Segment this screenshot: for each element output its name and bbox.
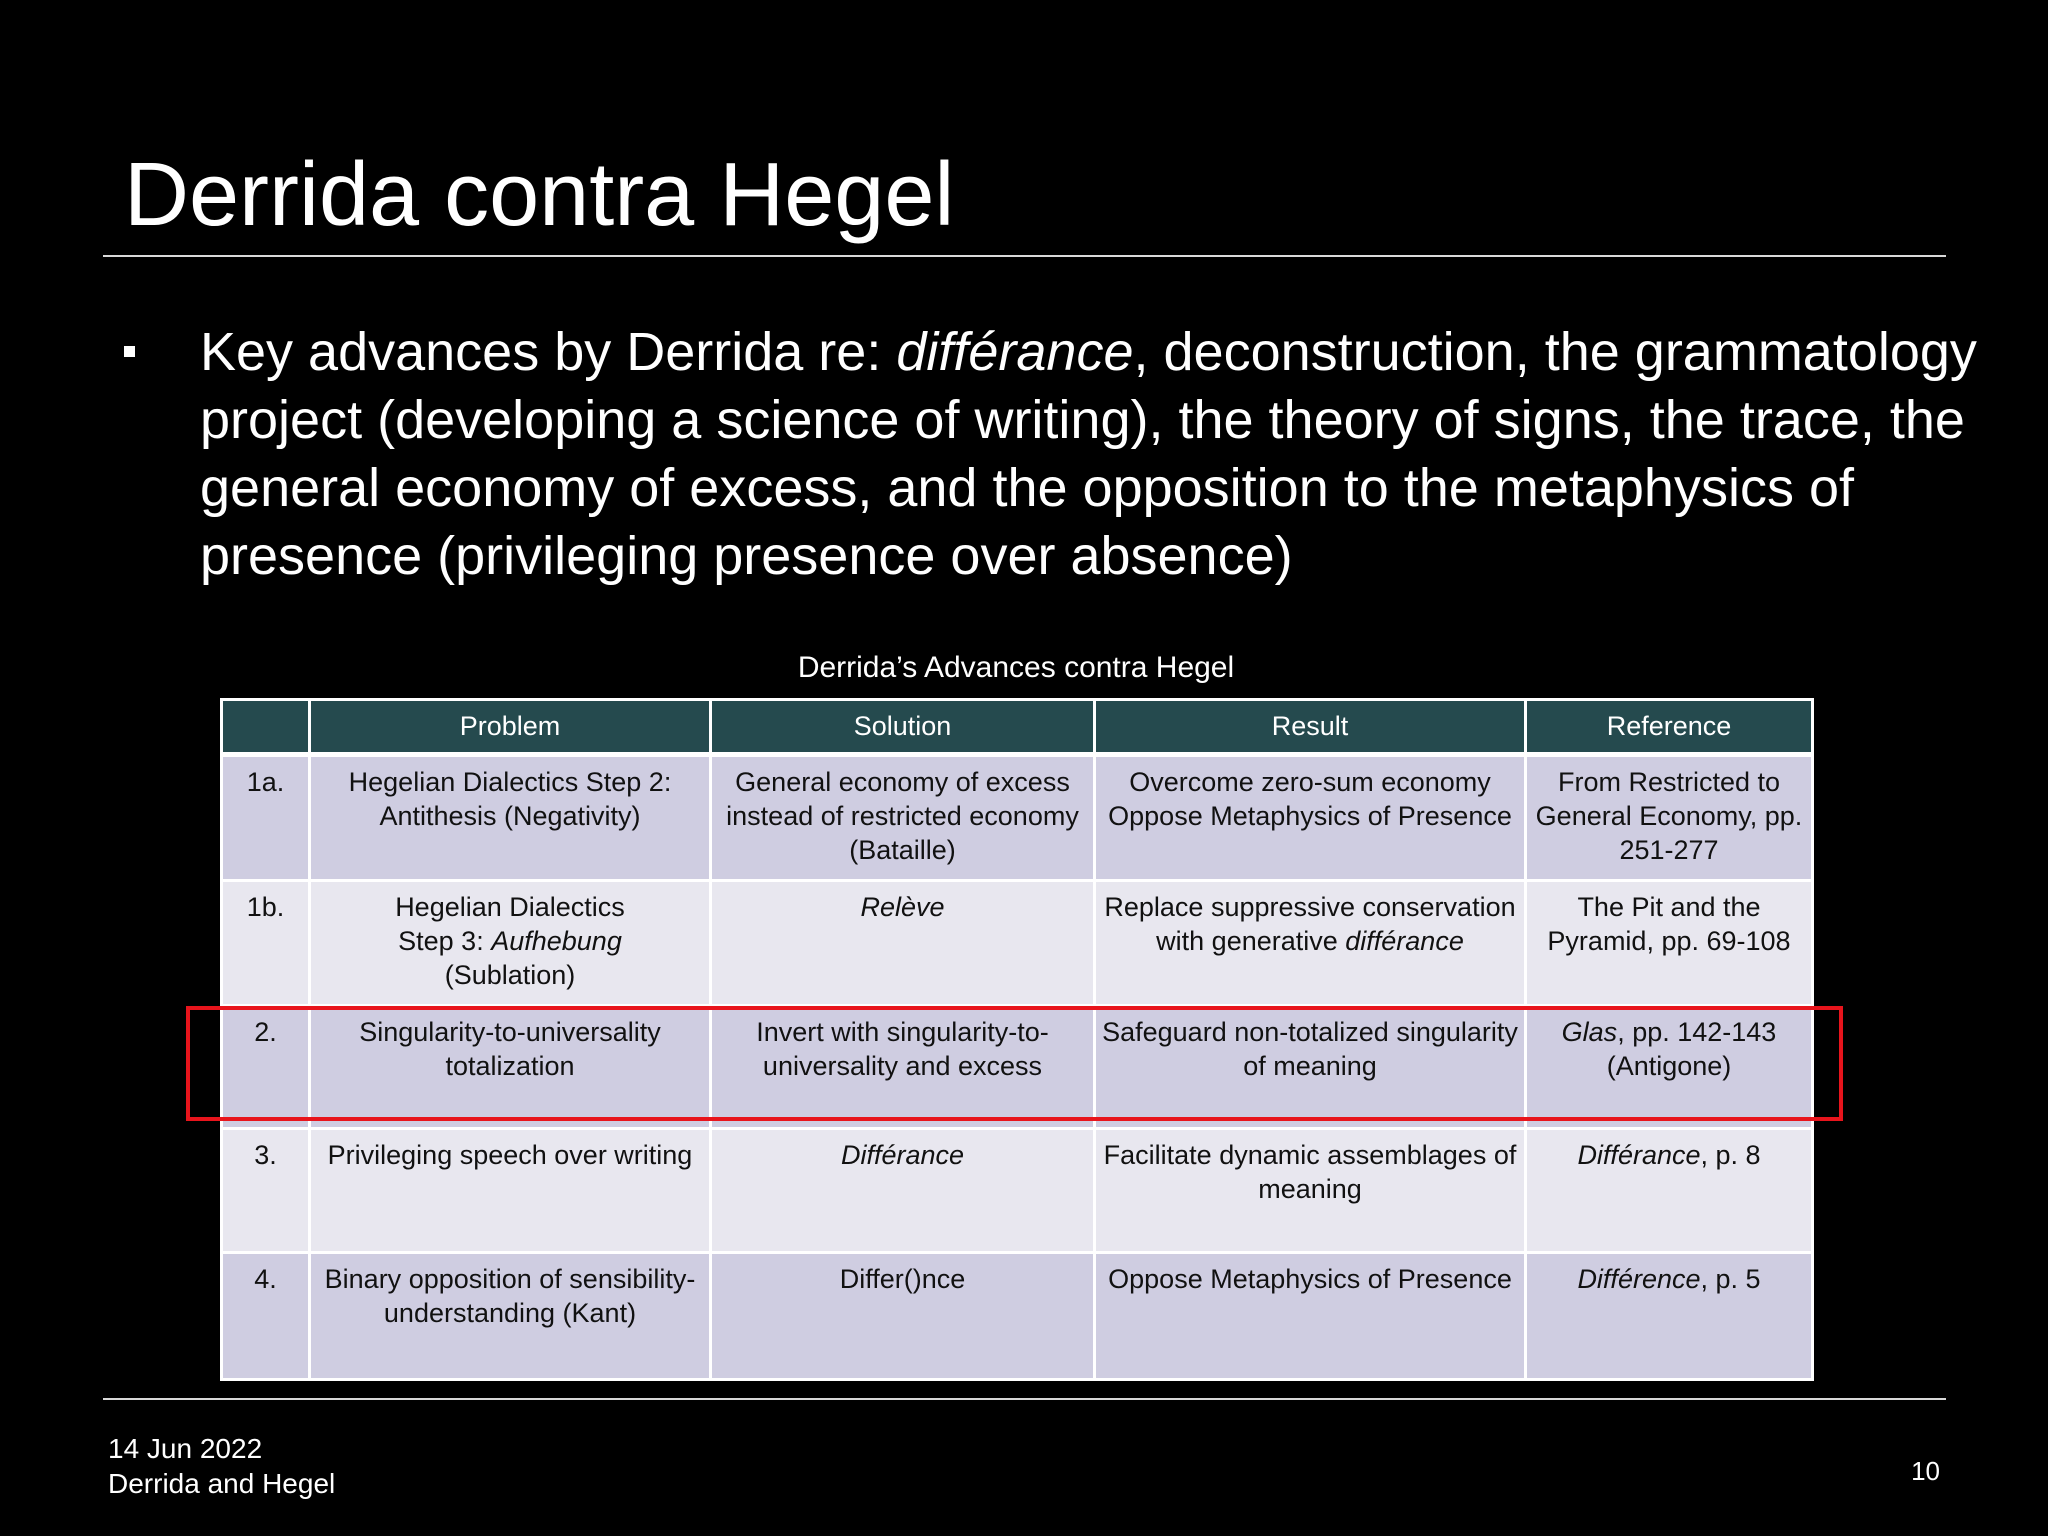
footer-divider bbox=[103, 1398, 1946, 1400]
row-number: 4. bbox=[222, 1253, 310, 1380]
bullet-text bbox=[200, 318, 2040, 590]
table-header-row bbox=[222, 700, 1813, 755]
cell-reference bbox=[1526, 1253, 1813, 1380]
header-solution: Solution bbox=[711, 700, 1095, 755]
row-number: 3. bbox=[222, 1129, 310, 1253]
cell-solution: General economy of excess instead of restricted economy (Bataille) bbox=[711, 755, 1095, 881]
bullet-text-italic: différance bbox=[896, 322, 1134, 382]
title-divider bbox=[103, 255, 1946, 257]
reference-post: , p. 5 bbox=[1700, 1264, 1761, 1294]
bullet-text-pre: Key advances by Derrida re: bbox=[200, 322, 897, 382]
problem-line-1: Hegelian Dialectics bbox=[395, 892, 625, 922]
cell-problem: Privileging speech over writing bbox=[310, 1129, 711, 1253]
cell-result: Overcome zero-sum economy Oppose Metaphysics of Presence bbox=[1095, 755, 1526, 881]
slide-title: Derrida contra Hegel bbox=[124, 145, 955, 245]
bullet-square-icon bbox=[124, 346, 135, 357]
header-num bbox=[222, 700, 310, 755]
cell-problem: Hegelian Dialectics Step 2: Antithesis (Negativity) bbox=[310, 755, 711, 881]
page-number: 10 bbox=[1911, 1456, 1940, 1486]
table-row bbox=[222, 1129, 1813, 1253]
table-row bbox=[222, 755, 1813, 881]
reference-italic: Différance bbox=[1577, 1140, 1701, 1170]
cell-solution: Differ()nce bbox=[711, 1253, 1095, 1380]
row-number: 2. bbox=[222, 1006, 310, 1129]
result-italic: différance bbox=[1345, 926, 1464, 956]
cell-problem bbox=[310, 881, 711, 1006]
footer-presentation-name: Derrida and Hegel bbox=[108, 1468, 336, 1499]
cell-solution bbox=[711, 881, 1095, 1006]
row-number: 1a. bbox=[222, 755, 310, 881]
table-row bbox=[222, 881, 1813, 1006]
reference-italic: Différence bbox=[1577, 1264, 1701, 1294]
table-caption: Derrida’s Advances contra Hegel bbox=[797, 651, 1235, 684]
bullet-text-post: , deconstruction, the grammatology project (developing a science of writing), the theory of signs, the trace, the general economy of excess, and the opposition to the metaphysics of presence (privileging presence over absence) bbox=[200, 322, 1977, 586]
problem-line-3: (Sublation) bbox=[444, 960, 576, 990]
cell-reference bbox=[1526, 1129, 1813, 1253]
header-problem: Problem bbox=[310, 700, 711, 755]
reference-post: , p. 8 bbox=[1700, 1140, 1761, 1170]
reference-post: , pp. 142-143 (Antigone) bbox=[1606, 1017, 1777, 1081]
header-reference: Reference bbox=[1526, 700, 1813, 755]
cell-result: Oppose Metaphysics of Presence bbox=[1095, 1253, 1526, 1380]
reference-italic: Glas bbox=[1561, 1017, 1618, 1047]
table-row bbox=[222, 1253, 1813, 1380]
cell-reference: The Pit and the Pyramid, pp. 69-108 bbox=[1526, 881, 1813, 1006]
result-pre: Replace suppressive conservation with generative bbox=[1104, 892, 1516, 956]
highlight-box bbox=[186, 1006, 1843, 1121]
cell-result: Safeguard non-totalized singularity of meaning bbox=[1095, 1006, 1526, 1129]
cell-result: Facilitate dynamic assemblages of meaning bbox=[1095, 1129, 1526, 1253]
header-result: Result bbox=[1095, 700, 1526, 755]
solution-italic: Différance bbox=[840, 1140, 965, 1170]
problem-line-2-italic: Aufhebung bbox=[491, 926, 622, 956]
solution-italic: Relève bbox=[860, 892, 945, 922]
cell-problem: Singularity-to-universality totalization bbox=[310, 1006, 711, 1129]
cell-result bbox=[1095, 881, 1526, 1006]
cell-solution bbox=[711, 1129, 1095, 1253]
cell-problem: Binary opposition of sensibility-understanding (Kant) bbox=[310, 1253, 711, 1380]
cell-reference: From Restricted to General Economy, pp. 251-277 bbox=[1526, 755, 1813, 881]
problem-line-2-pre: Step 3: bbox=[398, 926, 492, 956]
footer-date: 14 Jun 2022 bbox=[108, 1433, 263, 1464]
row-number: 1b. bbox=[222, 881, 310, 1006]
cell-solution: Invert with singularity-to-universality and excess bbox=[711, 1006, 1095, 1129]
